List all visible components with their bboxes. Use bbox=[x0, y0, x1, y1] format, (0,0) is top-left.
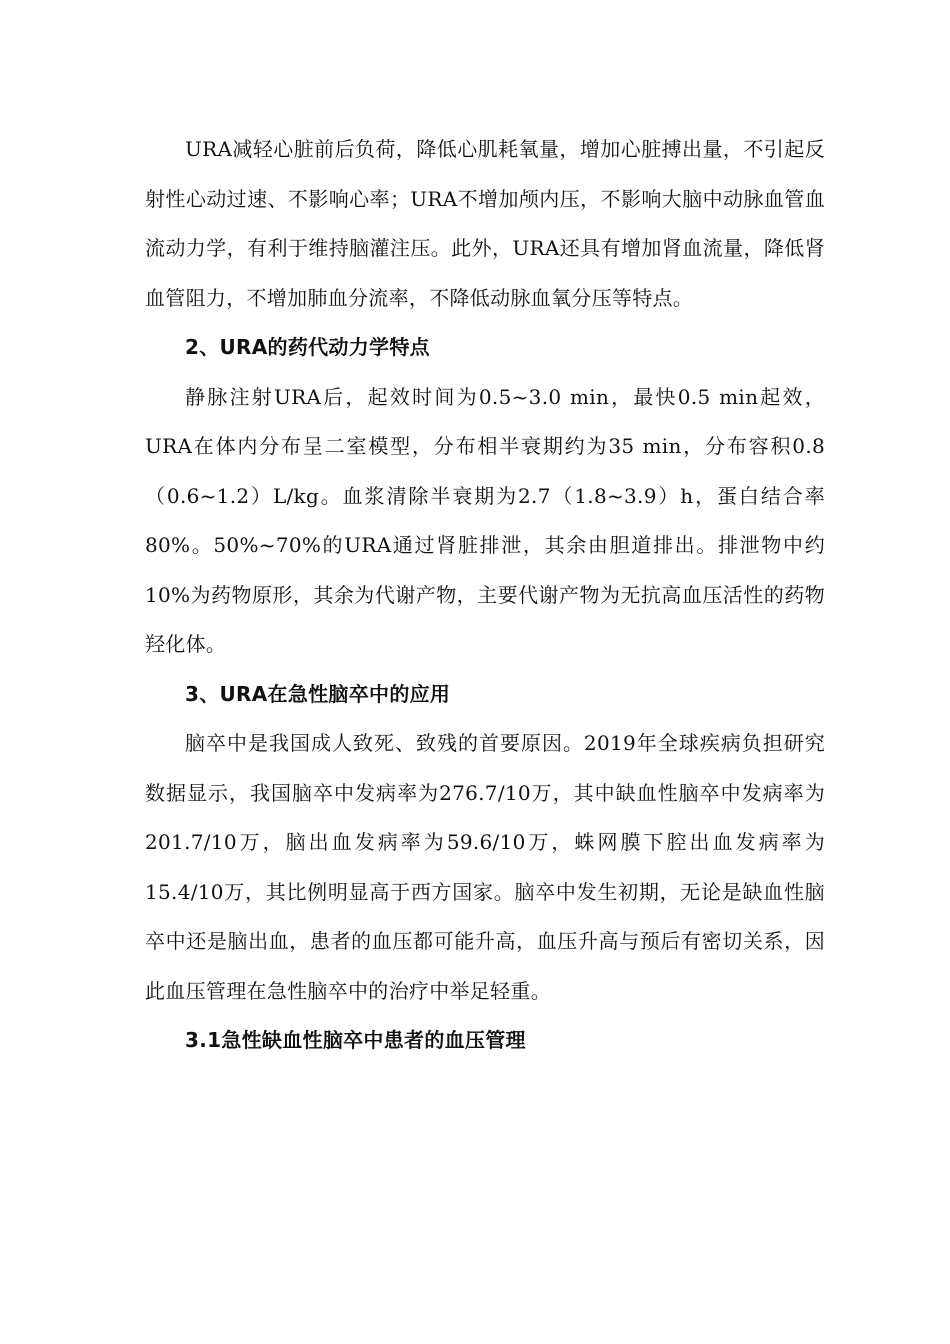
subsection-heading-ischemic-bp: 3.1急性缺血性脑卒中患者的血压管理 bbox=[185, 1028, 526, 1052]
paragraph-pharmacokinetics: 静脉注射URA后，起效时间为0.5~3.0 min，最快0.5 min起效，URA在体内分布呈二室模型，分布相半衰期约为35 min，分布容积0.8（0.6~1.2）L/kg。血浆清除半衰期为2.7（1.8~3.9）h，蛋白结合率80%。50%~70%的URA通过肾脏排泄，其余由胆道排出。排泄物中约10%为药物原形，其余为代谢产物，主要代谢产物为无抗高血压活性的药物羟化体。 bbox=[145, 384, 825, 656]
section-heading-pharmacokinetics: 2、URA的药代动力学特点 bbox=[185, 335, 430, 359]
document-body bbox=[145, 125, 825, 1066]
paragraph-stroke-epidemiology: 脑卒中是我国成人致死、致残的首要原因。2019年全球疾病负担研究数据显示，我国脑卒中发病率为276.7/10万，其中缺血性脑卒中发病率为201.7/10万，脑出血发病率为59.6/10万，蛛网膜下腔出血发病率为15.4/10万，其比例明显高于西方国家。脑卒中发生初期，无论是缺血性脑卒中还是脑出血，患者的血压都可能升高，血压升高与预后有密切关系，因此血压管理在急性脑卒中的治疗中举足轻重。 bbox=[145, 731, 825, 1003]
section-heading-stroke-application: 3、URA在急性脑卒中的应用 bbox=[185, 681, 451, 706]
paragraph-ura-effects: URA减轻心脏前后负荷，降低心肌耗氧量，增加心脏搏出量，不引起反射性心动过速、不影响心率；URA不增加颅内压，不影响大脑中动脉血管血流动力学，有利于维持脑灌注压。此外，URA还具有增加肾血流量，降低肾血管阻力，不增加肺血分流率，不降低动脉血氧分压等特点。 bbox=[145, 137, 825, 310]
